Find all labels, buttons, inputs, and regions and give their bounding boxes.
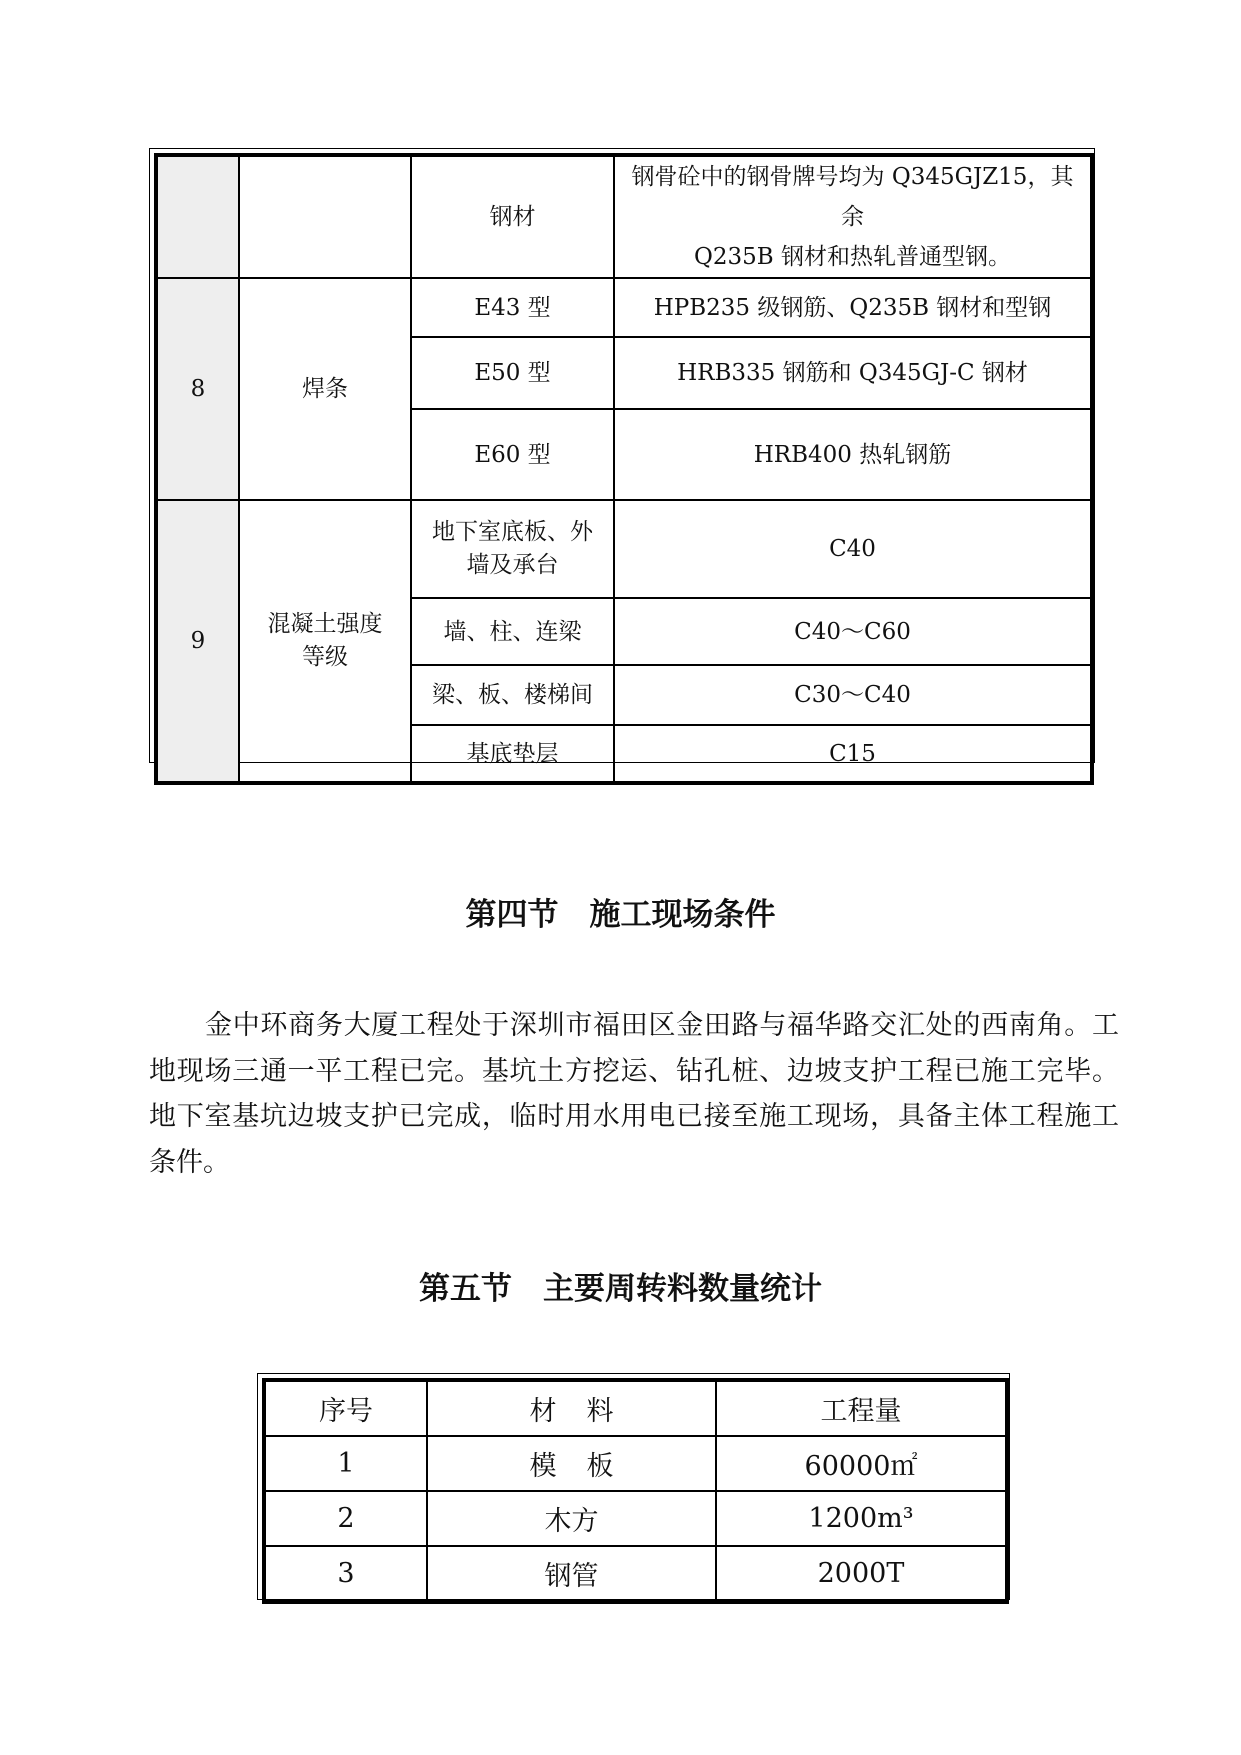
spec-cell: HPB235 级钢筋、Q235B 钢材和型钢 [614, 278, 1092, 337]
table-row [264, 1491, 1007, 1546]
type-cell: E60 型 [411, 409, 614, 500]
table-header-row [264, 1380, 1007, 1436]
type-cell: E43 型 [411, 278, 614, 337]
no-cell: 3 [264, 1546, 427, 1602]
materials-quantity-table-frame [257, 1373, 1010, 1600]
table-row [156, 155, 1092, 278]
section-4-heading: 第四节 施工现场条件 [465, 897, 776, 933]
part-cell: 梁、板、楼梯间 [411, 665, 614, 725]
spec-cell: HRB335 钢筋和 Q345GJ-C 钢材 [614, 337, 1092, 409]
material-cell: 钢管 [427, 1546, 716, 1602]
part-line: 墙及承台 [466, 552, 559, 578]
material-cell: 木方 [427, 1491, 716, 1546]
part-cell [411, 500, 614, 598]
spec-line: Q235B 钢材和热轧普通型钢。 [694, 244, 1011, 270]
spec-cell: HRB400 热轧钢筋 [614, 409, 1092, 500]
category-line: 等级 [302, 644, 348, 670]
spec-line: 钢骨砼中的钢骨牌号均为 Q345GJZ15，其余 [631, 164, 1074, 230]
type-cell: E50 型 [411, 337, 614, 409]
header-cell-quantity: 工程量 [716, 1380, 1007, 1436]
material-cell: 钢材 [411, 155, 614, 278]
category-cell: 焊条 [239, 278, 411, 500]
part-cell: 墙、柱、连梁 [411, 598, 614, 665]
section-5-heading: 第五节 主要周转料数量统计 [419, 1271, 822, 1307]
row-number-cell [156, 155, 239, 278]
row-number-cell: 8 [156, 278, 239, 500]
grade-cell: C15 [614, 725, 1092, 783]
quantity-cell: 1200m³ [716, 1491, 1007, 1546]
row-number-cell: 9 [156, 500, 239, 783]
spec-cell [614, 155, 1092, 278]
material-spec-table [154, 153, 1094, 785]
table-row [156, 278, 1092, 337]
header-cell-material: 材料 [427, 1380, 716, 1436]
materials-quantity-table [262, 1378, 1009, 1604]
table-row [264, 1436, 1007, 1491]
category-cell [239, 155, 411, 278]
quantity-cell: 60000㎡ [716, 1436, 1007, 1491]
no-cell: 2 [264, 1491, 427, 1546]
grade-cell: C30～C40 [614, 665, 1092, 725]
grade-cell: C40 [614, 500, 1092, 598]
header-cell-no: 序号 [264, 1380, 427, 1436]
category-line: 混凝土强度 [267, 611, 383, 637]
table-row [156, 500, 1092, 598]
part-line: 地下室底板、外 [432, 519, 593, 545]
material-spec-table-frame [149, 148, 1095, 767]
no-cell: 1 [264, 1436, 427, 1491]
quantity-cell: 2000T [716, 1546, 1007, 1602]
category-cell [239, 500, 411, 783]
material-cell: 模板 [427, 1436, 716, 1491]
grade-cell: C40～C60 [614, 598, 1092, 665]
site-conditions-paragraph: 金中环商务大厦工程处于深圳市福田区金田路与福华路交汇处的西南角。工地现场三通一平工程已完。基坑土方挖运、钻孔桩、边坡支护工程已施工完毕。地下室基坑边坡支护已完成，临时用水用电已接至施工现场，具备主体工程施工条件。 [149, 1010, 1119, 1178]
part-cell: 基底垫层 [411, 725, 614, 783]
table-row [264, 1546, 1007, 1602]
